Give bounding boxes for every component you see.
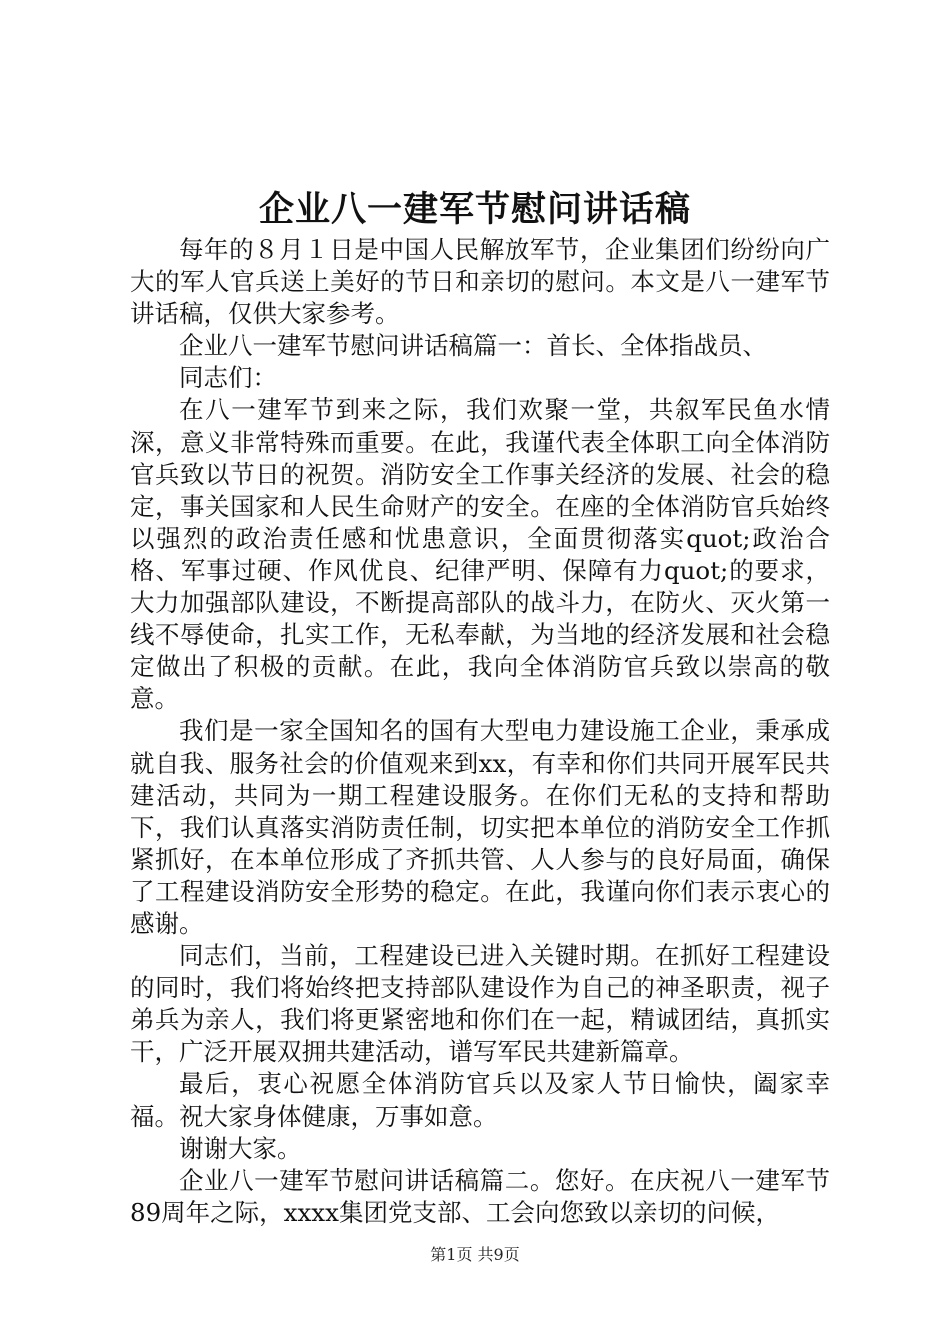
paragraph-thanks: 谢谢大家。 [179,1133,302,1163]
paragraph-salutation: 同志们： [179,363,277,393]
document-body [130,234,830,1229]
paragraph-intro: 每年的８月１日是中国人民解放军节，企业集团们纷纷向广大的军人官兵送上美好的节日和亲切的慰问。本文是八一建军节讲话稿，仅供大家参考。 [130,235,830,329]
paragraph-part-one-heading: 企业八一建军节慰问讲话稿篇一：首长、全体指战员、 [179,331,767,361]
paragraph-body: 在八一建军节到来之际，我们欢聚一堂，共叙军民鱼水情深，意义非常特殊而重要。在此，我谨代表全体职工向全体消防官兵致以节日的祝贺。消防安全工作事关经济的发展、社会的稳定，事关国家和人民生命财产的安全。在座的全体消防官兵始终以强烈的政治责任感和忧患意识，全面贯彻落实quot;政治合格、军事过硬、作风优良、纪律严明、保障有力quot;的要求，大力加强部队建设，不断提高部队的战斗力，在防火、灭火第一线不辱使命，扎实工作，无私奉献，为当地的经济发展和社会稳定做出了积极的贡献。在此，我向全体消防官兵致以崇高的敬意。 [130,395,830,714]
paragraph-body: 同志们，当前，工程建设已进入关键时期。在抓好工程建设的同时，我们将始终把支持部队建设作为自己的神圣职责，视子弟兵为亲人，我们将更紧密地和你们在一起，精诚团结，真抓实干，广泛开展双拥共建活动，谱写军民共建新篇章。 [130,941,830,1067]
document-title: 企业八一建军节慰问讲话稿 [258,189,691,230]
page-number-footer: 第1页 共9页 [430,1245,520,1264]
paragraph-closing-wishes: 最后，衷心祝愿全体消防官兵以及家人节日愉快，阖家幸福。祝大家身体健康，万事如意。 [130,1069,830,1131]
paragraph-body: 我们是一家全国知名的国有大型电力建设施工企业，秉承成就自我、服务社会的价值观来到xx，有幸和你们共同开展军民共建活动，共同为一期工程建设服务。在你们无私的支持和帮助下，我们认真落实消防责任制，切实把本单位的消防安全工作抓紧抓好，在本单位形成了齐抓共管、人人参与的良好局面，确保了工程建设消防安全形势的稳定。在此，我谨向你们表示衷心的感谢。 [130,716,830,938]
paragraph-part-two: 企业八一建军节慰问讲话稿篇二。您好。在庆祝八一建军节89周年之际，xxxx集团党支部、工会向您致以亲切的问候， [130,1165,830,1227]
